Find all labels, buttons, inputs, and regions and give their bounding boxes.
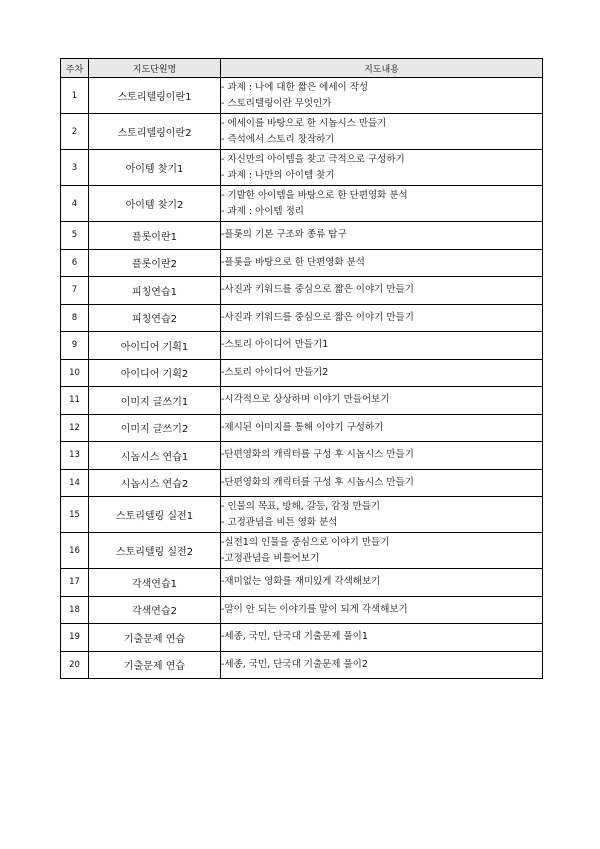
content-cell <box>221 569 543 597</box>
week-cell: 13 <box>61 442 89 470</box>
content-line: -사진과 키워드를 중심으로 짧은 이야기 만들기 <box>221 311 414 323</box>
unit-cell: 아이디어 기획1 <box>89 332 221 360</box>
unit-cell: 플롯이란2 <box>89 249 221 277</box>
table-row <box>61 114 543 150</box>
content-cell <box>221 186 543 222</box>
week-cell: 9 <box>61 332 89 360</box>
week-cell: 18 <box>61 596 89 624</box>
content-cell <box>221 533 543 569</box>
curriculum-table <box>60 58 543 679</box>
table-row <box>61 624 543 652</box>
week-cell: 17 <box>61 569 89 597</box>
content-cell <box>221 222 543 250</box>
week-cell: 19 <box>61 624 89 652</box>
unit-cell: 시놉시스 연습2 <box>89 469 221 497</box>
unit-cell: 스토리텔링 실전2 <box>89 533 221 569</box>
content-cell <box>221 114 543 150</box>
table-row <box>61 387 543 415</box>
table-row <box>61 497 543 533</box>
content-cell <box>221 387 543 415</box>
unit-cell: 이미지 글쓰기1 <box>89 387 221 415</box>
week-cell: 3 <box>61 150 89 186</box>
week-cell: 14 <box>61 469 89 497</box>
table-row <box>61 150 543 186</box>
table-row <box>61 596 543 624</box>
content-line: -말이 안 되는 이야기를 말이 되게 각색해보기 <box>221 603 408 615</box>
unit-cell: 각색연습2 <box>89 596 221 624</box>
table-row <box>61 249 543 277</box>
table-row <box>61 222 543 250</box>
table-row <box>61 469 543 497</box>
content-line: -재미없는 영화를 재미있게 각색해보기 <box>221 576 381 588</box>
unit-cell: 스토리텔링이란2 <box>89 114 221 150</box>
week-cell: 12 <box>61 414 89 442</box>
table-row <box>61 277 543 305</box>
week-cell: 15 <box>61 497 89 533</box>
content-line: -사진과 키워드를 중심으로 짧은 이야기 만들기 <box>221 284 414 296</box>
header-week: 주차 <box>61 59 89 78</box>
header-row <box>61 59 543 78</box>
content-cell <box>221 469 543 497</box>
week-cell: 7 <box>61 277 89 305</box>
content-cell <box>221 596 543 624</box>
content-line: - 인물의 목표, 방해, 갈등, 감정 만들기 <box>221 500 381 512</box>
content-line: - 고정관념을 비튼 영화 분석 <box>221 516 338 528</box>
week-cell: 4 <box>61 186 89 222</box>
content-line: -시각적으로 상상하며 이야기 만들어보기 <box>221 394 390 406</box>
content-line: - 스토리텔링이란 무엇인가 <box>221 97 332 109</box>
table-row <box>61 359 543 387</box>
content-line: - 과제 : 나에 대한 짧은 에세이 작성 <box>221 81 369 93</box>
content-cell <box>221 442 543 470</box>
unit-cell: 아이템 찾기2 <box>89 186 221 222</box>
table-row <box>61 186 543 222</box>
unit-cell: 시놉시스 연습1 <box>89 442 221 470</box>
content-cell <box>221 304 543 332</box>
table-body <box>61 78 543 679</box>
table-row <box>61 78 543 114</box>
content-cell <box>221 277 543 305</box>
week-cell: 20 <box>61 651 89 679</box>
content-line: - 기발한 아이템을 바탕으로 한 단편영화 분석 <box>221 189 408 201</box>
unit-cell: 기출문제 연습 <box>89 651 221 679</box>
content-line: -단편영화의 캐릭터를 구성 후 시놉시스 만들기 <box>221 476 414 488</box>
content-cell <box>221 78 543 114</box>
content-cell <box>221 249 543 277</box>
table-row <box>61 442 543 470</box>
week-cell: 5 <box>61 222 89 250</box>
week-cell: 8 <box>61 304 89 332</box>
content-line: -스토리 아이디어 만들기2 <box>221 366 329 378</box>
table-row <box>61 651 543 679</box>
content-line: -실전1의 인물을 중심으로 이야기 만들기 <box>221 536 390 548</box>
content-line: -세종, 국민, 단국대 기출문제 풀이2 <box>221 658 368 670</box>
content-cell <box>221 414 543 442</box>
content-line: -제시된 이미지를 통해 이야기 구성하기 <box>221 421 384 433</box>
unit-cell: 아이템 찾기1 <box>89 150 221 186</box>
week-cell: 2 <box>61 114 89 150</box>
week-cell: 11 <box>61 387 89 415</box>
header-unit: 지도단원명 <box>89 59 221 78</box>
content-line: - 과제 : 아이템 정리 <box>221 205 304 217</box>
table-row <box>61 304 543 332</box>
unit-cell: 이미지 글쓰기2 <box>89 414 221 442</box>
table-row <box>61 569 543 597</box>
content-cell <box>221 651 543 679</box>
week-cell: 1 <box>61 78 89 114</box>
week-cell: 16 <box>61 533 89 569</box>
unit-cell: 피칭연습1 <box>89 277 221 305</box>
content-line: -스토리 아이디어 만들기1 <box>221 339 329 351</box>
content-line: - 에세이를 바탕으로 한 시놉시스 만들기 <box>221 117 387 129</box>
content-line: -단편영화의 캐릭터를 구성 후 시놉시스 만들기 <box>221 449 414 461</box>
unit-cell: 스토리텔링 실전1 <box>89 497 221 533</box>
content-line: -플롯을 바탕으로 한 단편영화 분석 <box>221 256 365 268</box>
unit-cell: 각색연습1 <box>89 569 221 597</box>
unit-cell: 스토리텔링이란1 <box>89 78 221 114</box>
content-line: -플롯의 기본 구조와 종류 탐구 <box>221 229 347 241</box>
table-row <box>61 414 543 442</box>
content-cell <box>221 359 543 387</box>
content-cell <box>221 497 543 533</box>
content-line: - 과제 : 나만의 아이템 찾기 <box>221 169 335 181</box>
content-line: -세종, 국민, 단국대 기출문제 풀이1 <box>221 631 368 643</box>
unit-cell: 기출문제 연습 <box>89 624 221 652</box>
week-cell: 10 <box>61 359 89 387</box>
table-row <box>61 332 543 360</box>
unit-cell: 플롯이란1 <box>89 222 221 250</box>
content-cell <box>221 624 543 652</box>
content-line: -고정관념을 비틀어보기 <box>221 552 320 564</box>
content-line: - 즉석에서 스토리 창작하기 <box>221 133 335 145</box>
content-line: - 자신만의 아이템을 찾고 극적으로 구성하기 <box>221 153 405 165</box>
header-content: 지도내용 <box>221 59 543 78</box>
unit-cell: 아이디어 기획2 <box>89 359 221 387</box>
content-cell <box>221 150 543 186</box>
unit-cell: 피칭연습2 <box>89 304 221 332</box>
week-cell: 6 <box>61 249 89 277</box>
content-cell <box>221 332 543 360</box>
table-row <box>61 533 543 569</box>
